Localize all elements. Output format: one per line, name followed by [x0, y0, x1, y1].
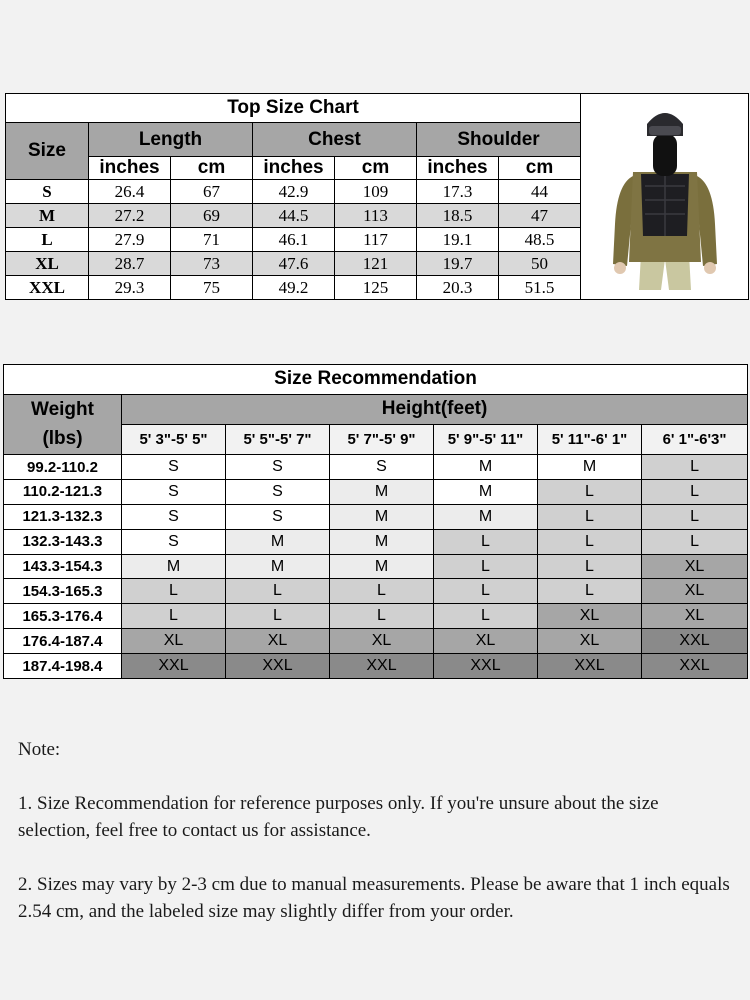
top-size-chart: [5, 93, 749, 300]
table-row: [4, 604, 748, 629]
size-label: XL: [6, 252, 89, 276]
table-cell: 20.3: [417, 276, 499, 300]
table-row: [4, 504, 748, 529]
height-range: 5' 11"-6' 1": [538, 424, 642, 454]
size-cell: S: [226, 455, 330, 480]
size-cell: XL: [122, 629, 226, 654]
weight-range: 110.2-121.3: [4, 480, 122, 505]
size-cell: XL: [226, 629, 330, 654]
shoulder-header: Shoulder: [417, 123, 581, 157]
size-cell: M: [226, 529, 330, 554]
height-range: 5' 5"-5' 7": [226, 424, 330, 454]
unit-header: cm: [335, 157, 417, 180]
size-cell: L: [642, 480, 748, 505]
table-cell: 51.5: [499, 276, 581, 300]
unit-header: cm: [171, 157, 253, 180]
size-cell: L: [122, 579, 226, 604]
size-cell: M: [330, 529, 434, 554]
size-cell: S: [330, 455, 434, 480]
table-cell: 50: [499, 252, 581, 276]
table-cell: 67: [171, 180, 253, 204]
size-cell: S: [226, 504, 330, 529]
size-cell: XL: [642, 554, 748, 579]
size-cell: L: [226, 579, 330, 604]
size-cell: L: [330, 579, 434, 604]
table-cell: 27.9: [89, 228, 171, 252]
size-cell: XXL: [538, 654, 642, 679]
table-cell: 26.4: [89, 180, 171, 204]
size-cell: M: [122, 554, 226, 579]
table-cell: 47: [499, 204, 581, 228]
top-chart-title: Top Size Chart: [6, 94, 581, 123]
table-cell: 109: [335, 180, 417, 204]
table-cell: 19.7: [417, 252, 499, 276]
table-cell: 73: [171, 252, 253, 276]
notes-heading: Note:: [18, 739, 61, 760]
size-recommendation-chart: [3, 364, 748, 679]
table-cell: 47.6: [253, 252, 335, 276]
size-cell: XXL: [642, 654, 748, 679]
unit-header: inches: [253, 157, 335, 180]
size-cell: L: [538, 529, 642, 554]
size-cell: L: [642, 504, 748, 529]
table-cell: 17.3: [417, 180, 499, 204]
size-cell: S: [122, 480, 226, 505]
weight-range: 99.2-110.2: [4, 455, 122, 480]
table-cell: 18.5: [417, 204, 499, 228]
size-cell: XXL: [226, 654, 330, 679]
table-cell: 19.1: [417, 228, 499, 252]
table-cell: 44.5: [253, 204, 335, 228]
weight-header: [4, 394, 122, 454]
size-label: L: [6, 228, 89, 252]
size-cell: L: [122, 604, 226, 629]
size-cell: M: [538, 455, 642, 480]
size-cell: XXL: [330, 654, 434, 679]
height-range: 5' 7"-5' 9": [330, 424, 434, 454]
table-cell: 28.7: [89, 252, 171, 276]
product-photo: [581, 94, 749, 300]
size-cell: S: [226, 480, 330, 505]
size-cell: S: [122, 504, 226, 529]
table-cell: 29.3: [89, 276, 171, 300]
table-cell: 71: [171, 228, 253, 252]
unit-header: inches: [417, 157, 499, 180]
note-item: 1. Size Recommendation for reference purposes only. If you're unsure about the size selection, feel free to contact us for assistance.: [18, 793, 659, 841]
weight-range: 154.3-165.3: [4, 579, 122, 604]
table-cell: 75: [171, 276, 253, 300]
chest-header: Chest: [253, 123, 417, 157]
height-range: 5' 9"-5' 11": [434, 424, 538, 454]
size-cell: XXL: [642, 629, 748, 654]
size-label: M: [6, 204, 89, 228]
weight-header-unit: (lbs): [42, 428, 83, 450]
size-cell: M: [434, 504, 538, 529]
size-cell: L: [434, 604, 538, 629]
table-cell: 69: [171, 204, 253, 228]
size-cell: L: [226, 604, 330, 629]
size-cell: M: [434, 480, 538, 505]
weight-range: 165.3-176.4: [4, 604, 122, 629]
size-cell: S: [122, 455, 226, 480]
size-cell: XL: [434, 629, 538, 654]
size-cell: S: [122, 529, 226, 554]
unit-header: inches: [89, 157, 171, 180]
size-cell: L: [330, 604, 434, 629]
model-jacket-image: [583, 94, 747, 294]
table-cell: 113: [335, 204, 417, 228]
table-cell: 121: [335, 252, 417, 276]
notes-section: [18, 736, 733, 925]
size-cell: L: [538, 480, 642, 505]
table-cell: 27.2: [89, 204, 171, 228]
size-cell: XXL: [434, 654, 538, 679]
size-cell: L: [434, 529, 538, 554]
table-cell: 46.1: [253, 228, 335, 252]
size-cell: XL: [642, 579, 748, 604]
table-row: [4, 654, 748, 679]
size-cell: XL: [538, 629, 642, 654]
height-range: 6' 1"-6'3": [642, 424, 748, 454]
size-cell: XL: [538, 604, 642, 629]
size-label: XXL: [6, 276, 89, 300]
rec-chart-title: Size Recommendation: [4, 365, 748, 395]
size-cell: L: [642, 455, 748, 480]
size-cell: M: [226, 554, 330, 579]
height-range: 5' 3"-5' 5": [122, 424, 226, 454]
height-header: Height(feet): [122, 394, 748, 424]
weight-range: 132.3-143.3: [4, 529, 122, 554]
table-cell: 44: [499, 180, 581, 204]
size-cell: L: [642, 529, 748, 554]
weight-range: 143.3-154.3: [4, 554, 122, 579]
table-row: [4, 455, 748, 480]
table-row: [4, 480, 748, 505]
size-header: Size: [6, 123, 89, 180]
size-cell: L: [434, 579, 538, 604]
table-row: [4, 529, 748, 554]
table-cell: 125: [335, 276, 417, 300]
table-row: [4, 579, 748, 604]
size-cell: XL: [642, 604, 748, 629]
size-cell: L: [434, 554, 538, 579]
weight-header-label: Weight: [31, 399, 94, 421]
table-cell: 49.2: [253, 276, 335, 300]
size-cell: M: [330, 554, 434, 579]
table-cell: 117: [335, 228, 417, 252]
note-item: 2. Sizes may vary by 2-3 cm due to manual measurements. Please be aware that 1 inch equals 2.54 cm, and the labeled size may slightly differ from your order.: [18, 874, 730, 922]
unit-header: cm: [499, 157, 581, 180]
size-cell: XXL: [122, 654, 226, 679]
size-cell: M: [434, 455, 538, 480]
size-cell: L: [538, 579, 642, 604]
weight-range: 121.3-132.3: [4, 504, 122, 529]
weight-range: 176.4-187.4: [4, 629, 122, 654]
size-cell: M: [330, 504, 434, 529]
size-cell: XL: [330, 629, 434, 654]
table-row: [4, 554, 748, 579]
weight-range: 187.4-198.4: [4, 654, 122, 679]
table-cell: 42.9: [253, 180, 335, 204]
size-cell: M: [330, 480, 434, 505]
size-label: S: [6, 180, 89, 204]
table-cell: 48.5: [499, 228, 581, 252]
size-cell: L: [538, 504, 642, 529]
length-header: Length: [89, 123, 253, 157]
size-cell: L: [538, 554, 642, 579]
table-row: [4, 629, 748, 654]
